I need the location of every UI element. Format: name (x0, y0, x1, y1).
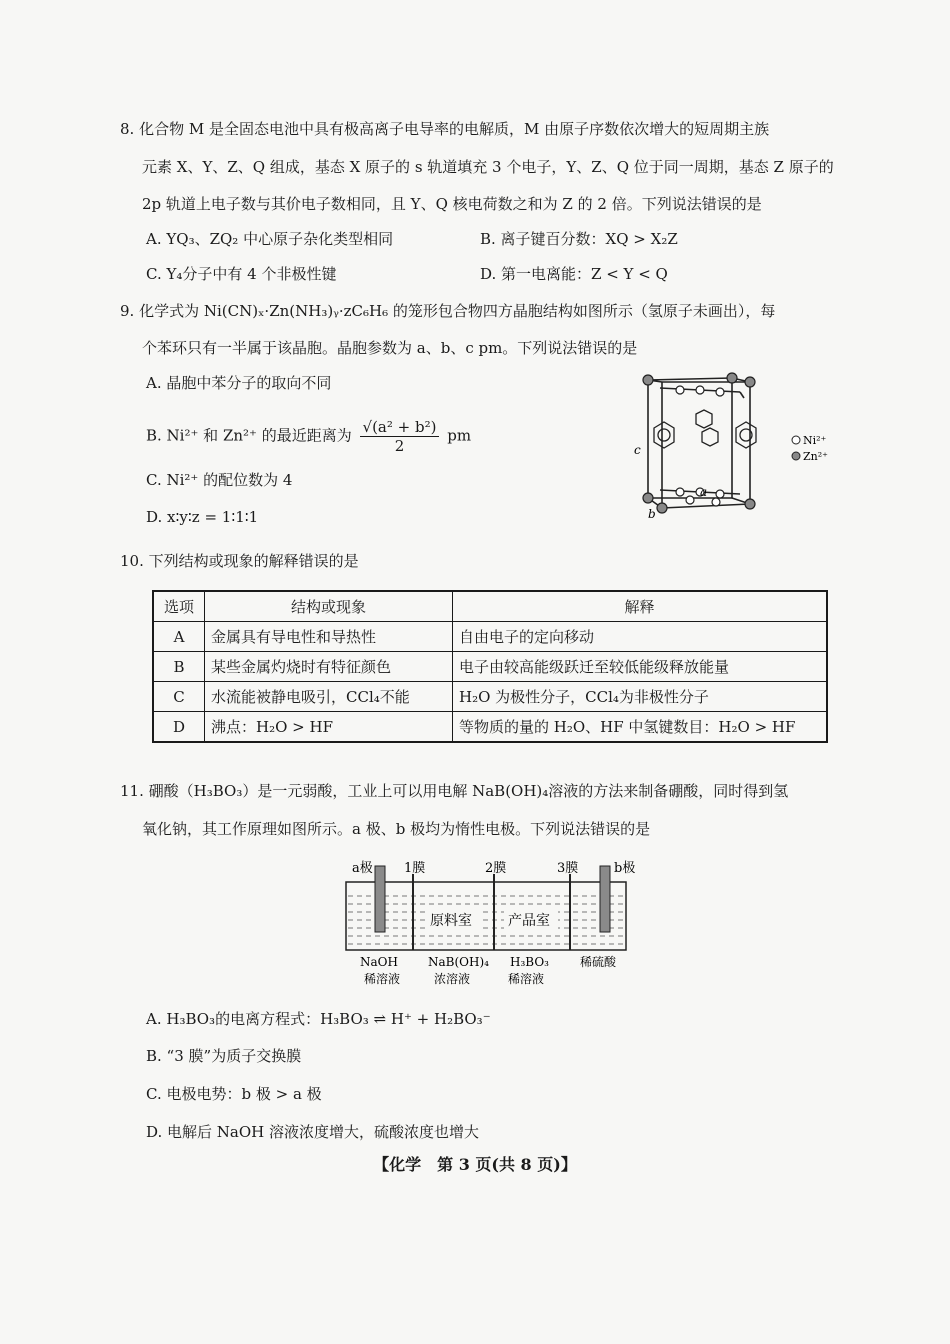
q9-option-d: D. x∶y∶z = 1∶1∶1 (146, 508, 259, 526)
q8-stem-line2: 元素 X、Y、Z、Q 组成，基态 X 原子的 s 轨道填充 3 个电子，Y、Z、Q 位于同一周期，基态 Z 原子的 (142, 158, 834, 176)
table-cell: H₂O 为极性分子，CCl₄为非极性分子 (453, 682, 828, 712)
table-cell: B (153, 652, 205, 682)
legend-ni-marker (792, 436, 800, 444)
table-header-cell: 结构或现象 (205, 591, 453, 622)
membrane-3-label: 3膜 (557, 861, 579, 876)
q9-option-b-denominator: 2 (394, 437, 405, 455)
table-cell: 水流能被静电吸引，CCl₄不能 (205, 682, 453, 712)
q9-option-a: A. 晶胞中苯分子的取向不同 (146, 374, 332, 392)
q9-option-b-text: B. Ni²⁺ 和 Zn²⁺ 的最近距离为 (146, 426, 352, 445)
membrane-1-label: 1膜 (404, 861, 426, 876)
table-cell: 金属具有导电性和导热性 (205, 622, 453, 652)
table-header-row (153, 591, 827, 622)
q8-stem-line1: 8. 化合物 M 是全固态电池中具有极高离子电导率的电解质，M 由原子序数依次增大的短周期主族 (120, 120, 770, 138)
q8-option-c: C. Y₄分子中有 4 个非极性键 (146, 265, 337, 283)
table-header-cell: 选项 (153, 591, 205, 622)
q8-stem-line3: 2p 轨道上电子数与其价电子数相同，且 Y、Q 核电荷数之和为 Z 的 2 倍。下列说法错误的是 (142, 195, 762, 213)
table-header-cell: 解释 (453, 591, 828, 622)
b-electrode (600, 866, 610, 932)
table-cell: D (153, 712, 205, 743)
page-footer: 【化学 第 3 页(共 8 页)】 (373, 1155, 577, 1174)
h3bo3-label: H₃BO₃ (510, 955, 549, 969)
electrolysis-cell-figure (330, 852, 650, 992)
q10-stem: 10. 下列结构或现象的解释错误的是 (120, 552, 359, 570)
q8-option-b: B. 离子键百分数：XQ > X₂Z (480, 230, 678, 248)
table-cell: 电子由较高能级跃迁至较低能级释放能量 (453, 652, 828, 682)
legend-zn-label: Zn²⁺ (803, 450, 828, 463)
nabo-label: NaB(OH)₄ (428, 955, 489, 969)
table-cell: 某些金属灼烧时有特征颜色 (205, 652, 453, 682)
q8-option-a: A. YQ₃、ZQ₂ 中心原子杂化类型相同 (146, 230, 394, 248)
q11-option-a: A. H₃BO₃的电离方程式：H₃BO₃ ⇌ H⁺ + H₂BO₃⁻ (146, 1010, 491, 1028)
table-row (153, 622, 827, 652)
figure-label-b: b (648, 507, 656, 520)
b-pole-label: b极 (614, 861, 636, 876)
q9-option-b-numerator: √(a² + b²) (360, 418, 440, 437)
q9-stem-line1: 9. 化学式为 Ni(CN)ₓ·Zn(NH₃)ᵧ·zC₆H₆ 的笼形包合物四方晶胞结构如图所示（氢原子未画出），每 (120, 302, 776, 320)
membrane-2-label: 2膜 (485, 861, 507, 876)
q9-stem-line2: 个苯环只有一半属于该晶胞。晶胞参数为 a、b、c pm。下列说法错误的是 (142, 339, 638, 357)
figure-label-a: a (700, 485, 708, 499)
h3bo3-dilute-label: 稀溶液 (508, 972, 545, 986)
crystal-cell-figure (620, 370, 840, 520)
a-electrode (375, 866, 385, 932)
naoh-dilute-label: 稀溶液 (364, 972, 401, 986)
legend-zn-marker (792, 452, 800, 460)
q9-option-b (146, 418, 471, 455)
table-cell: C (153, 682, 205, 712)
table-row (153, 712, 827, 743)
sulfuric-acid-label: 稀硫酸 (580, 955, 617, 969)
legend-ni-label: Ni²⁺ (803, 434, 827, 447)
q11-stem-line1: 11. 硼酸（H₃BO₃）是一元弱酸，工业上可以用电解 NaB(OH)₄溶液的方法来制备硼酸，同时得到氢 (120, 782, 789, 800)
nabo-conc-label: 浓溶液 (434, 972, 471, 986)
table-row (153, 652, 827, 682)
q11-option-d: D. 电解后 NaOH 溶液浓度增大，硫酸浓度也增大 (146, 1123, 480, 1141)
a-pole-label: a极 (352, 861, 373, 876)
table-cell: A (153, 622, 205, 652)
naoh-label: NaOH (360, 955, 398, 969)
raw-material-room-label: 原料室 (430, 913, 472, 929)
q9-option-b-unit: pm (447, 426, 472, 445)
table-row (153, 682, 827, 712)
q9-option-b-fraction (360, 418, 440, 455)
q11-option-b: B. “3 膜”为质子交换膜 (146, 1047, 302, 1065)
q9-option-c: C. Ni²⁺ 的配位数为 4 (146, 471, 293, 489)
figure-label-c: c (634, 443, 641, 457)
product-room-label: 产品室 (508, 913, 550, 929)
q11-option-c: C. 电极电势：b 极 > a 极 (146, 1085, 322, 1103)
table-cell: 等物质的量的 H₂O、HF 中氢键数目：H₂O > HF (453, 712, 828, 743)
table-cell: 沸点：H₂O > HF (205, 712, 453, 743)
q10-table (152, 590, 828, 743)
q8-option-d: D. 第一电离能：Z < Y < Q (480, 265, 668, 283)
table-cell: 自由电子的定向移动 (453, 622, 828, 652)
q11-stem-line2: 氧化钠，其工作原理如图所示。a 极、b 极均为惰性电极。下列说法错误的是 (142, 820, 651, 838)
